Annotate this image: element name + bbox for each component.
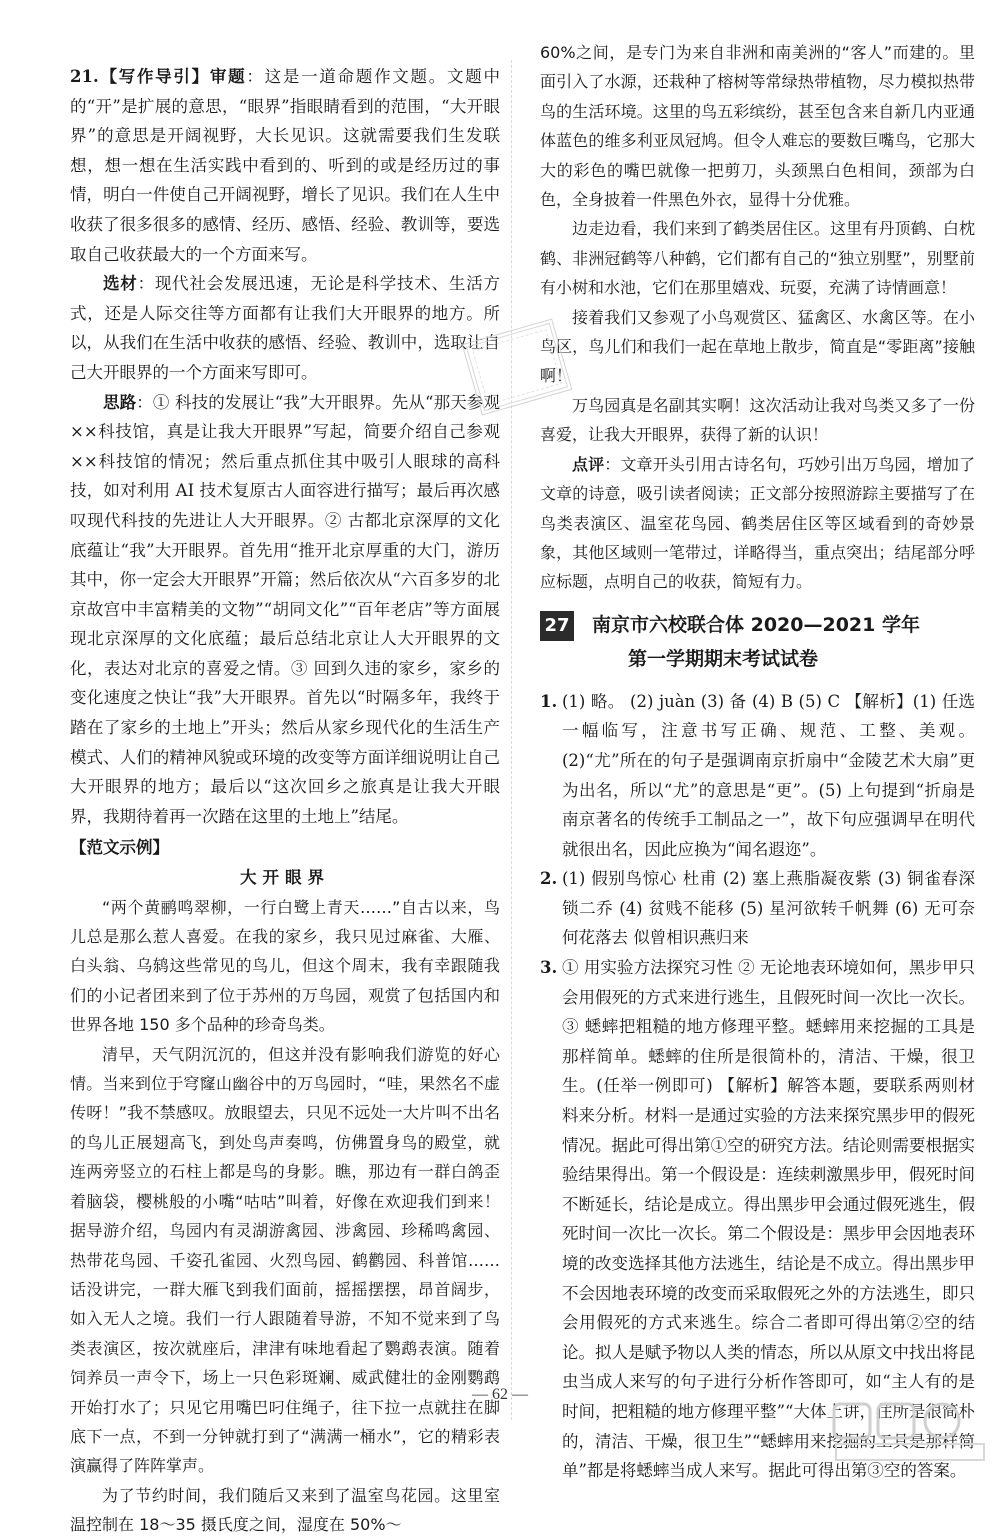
answer-number: 2. <box>540 869 558 889</box>
q21-guidance <box>70 62 500 269</box>
exam-title-line-2: 第一学期期末考试试卷 <box>628 647 819 670</box>
exam-title-line-1: 南京市六校联合体 2020—2021 学年 <box>592 613 920 636</box>
essay-paragraph: “两个黄鹂鸣翠柳，一行白鹭上青天……”自古以来，鸟儿总是那么惹人喜爱。在我的家乡，我只见过麻雀、大雁、白头翁、乌鸫这些常见的鸟儿，但这个周末，我有幸跟随我们的小记者团来到了位于苏州的万鸟园，观赏了包括国内和世界各地 150 多个品种的珍奇鸟类。 <box>70 897 500 1035</box>
right-column <box>540 38 975 1486</box>
guidance-tag: 【写作导引】 <box>98 67 210 86</box>
page-number: — 62 — <box>472 1386 528 1403</box>
essay-paragraph: 万鸟园真是名副其实啊！这次活动让我对鸟类又多了一份喜爱，让我大开眼界，获得了新的认识！ <box>540 395 975 445</box>
answer-item <box>540 687 975 865</box>
essay-paragraph: 为了节约时间，我们随后又来到了温室鸟花园。这里室温控制在 18～35 摄氏度之间，湿度在 50%～ <box>70 1485 500 1535</box>
material-selection <box>70 269 500 387</box>
answer-number: 3. <box>540 958 558 978</box>
answer-text: (1) 假别鸟惊心 杜甫 (2) 塞上燕脂凝夜紫 (3) 铜雀春深锁二乔 (4) 贫贱不能移 (5) 星河欲转千帆舞 (6) 无可奈何花落去 似曾相识燕归来 <box>562 869 975 948</box>
comment-label: 点评 <box>572 454 605 474</box>
watermark-logo-icon <box>830 1400 990 1464</box>
guidance-text: ：这是一道命题作文题。文题中的“开”是扩展的意思，“眼界”指眼睛看到的范围，“大开眼界”的意思是开阔视野，大长见识。这就需要我们生发联想，想一想在生活实践中看到的、听到的或是经历过的事情，明白一件使自己开阔视野，增长了见识。我们在人生中收获了很多很多的感情、经历、感悟、经验、教训等，要选取自己收获最大的一个方面来写。 <box>70 67 501 264</box>
lead-label: 审题 <box>209 67 247 86</box>
site-watermark-logo <box>830 1400 990 1464</box>
sample-essay-tag: 【范文示例】 <box>70 838 169 858</box>
approach-text: ：① 科技的发展让“我”大开眼界。先从“那天参观××科技馆，真是让我大开眼界”写起，简要介绍自己参观××科技馆的情况；然后重点抓住其中吸引人眼球的高科技，如对利用 AI 技术复原古人面容进行描写；最后再次感叹现代科技的先进让人大开眼界。② 古都北京深厚的文化底蕴让“我”大开眼界。首先用“推开北京厚重的大门，游历其中，你一定会大开眼界”开篇；然后依次从“六百多岁的北京故宫中丰富精美的文物”“胡同文化”“百年老店”等方面展现北京深厚的文化底蕴；最后总结北京让人大开眼界的文化，表达对北京的喜爱之情。③ 回到久违的家乡，家乡的变化速度之快让“我”大开眼界。首先以“时隔多年，我终于踏在了家乡的土地上”开头；然后从家乡现代化的生活生产模式、人们的精神风貌或环境的改变等方面详细说明让自己大开眼界的地方；最后以“这次回乡之旅真是让我大开眼界，我期待着再一次踏在这里的土地上”结尾。 <box>70 392 500 826</box>
left-column <box>70 62 500 1540</box>
lead-label: 思路 <box>103 392 137 412</box>
answer-text: ① 用实验方法探究习性 ② 无论地表环境如何，黑步甲只会用假死的方式来进行逃生，且假死时间一次比一次长。③ 蟋蟀把粗糙的地方修理平整。蟋蟀用来挖掘的工具是那样简单。蟋蟀的住所是很简朴的，清洁、干燥，很卫生。(任举一例即可) 【解析】解答本题，要联系两则材料来分析。材料一是通过实验的方法来探究黑步甲的假死情况。据此可得出第①空的研究方法。结论则需要根据实验结果得出。第一个假设是：连续刺激黑步甲，假死时间不断延长，结论是成立。得出黑步甲会通过假死逃生，假死时间一次比一次长。第二个假设是：黑步甲会因地表环境的改变选择其他方法逃生，结论是不成立。得出黑步甲不会因地表环境的改变而采取假死之外的方法逃生，即只会用假死的方式来逃生。综合二者即可得出第②空的结论。拟人是赋予物以人类的情态，所以从原文中找出将昆虫当成人来写的句子进行分析作答即可，如“主人有的是时间，把粗糙的地方修理平整”“大体上讲，住所是很简朴的，清洁、干燥，很卫生”“蟋蟀用来挖掘的工具是那样简单”都是将蟋蟀当成人来写。据此可得出第③空的答案。 <box>562 958 975 1481</box>
lead-label: 选材 <box>103 274 138 294</box>
comment-text: ：文章开头引用古诗名句，巧妙引出万鸟园，增加了文章的诗意，吸引读者阅读；正文部分按照游踪主要描写了在鸟类表演区、温室花鸟园、鹤类居住区等区域看到的奇妙景象，其他区域则一笔带过，详略得当，重点突出；结尾部分呼应标题，点明自己的收获，简短有力。 <box>540 454 975 592</box>
question-number: 21. <box>70 67 99 86</box>
answer-item <box>540 864 975 953</box>
writing-approach <box>70 388 500 832</box>
column-divider <box>511 60 512 1420</box>
essay-paragraph: 接着我们又参观了小鸟观赏区、猛禽区、水禽区等。在小鸟区，鸟儿们和我们一起在草地上散步，简直是“零距离”接触啊！ <box>540 307 975 386</box>
material-text: ：现代社会发展迅速，无论是科学技术、生活方式，还是人际交往等方面都有让我们大开眼界的地方。所以，从我们在生活中收获的感悟、经验、教训中，选取让自己大开眼界的一个方面来写即可。 <box>70 274 501 382</box>
exam-header <box>540 609 975 681</box>
answer-number: 1. <box>540 691 558 711</box>
answer-text: (1) 略。 (2) juàn (3) 备 (4) B (5) C 【解析】(1) 任选一幅临写，注意书写正确、规范、工整、美观。(2)“尤”所在的句子是强调南京折扇中“金陵艺术大扇”更为出名，所以“尤”的意思是“更”。(5) 上句提到“折扇是南京著名的传统手工制品之一”，故下句应强调早在明代就很出名，因此应换为“闻名遐迩”。 <box>562 691 975 859</box>
essay-body-right <box>540 38 975 597</box>
essay-paragraph: 清早，天气阴沉沉的，但这并没有影响我们游览的好心情。当来到位于穹窿山幽谷中的万鸟园时，“哇，果然名不虚传呀！”我不禁感叹。放眼望去，只见不远处一大片叫不出名的鸟儿正展翅高飞，到处鸟声奏鸣，仿佛置身鸟的殿堂，就连两旁竖立的石柱上都是鸟的身影。瞧，那边有一群白鸽歪着脑袋，樱桃般的小嘴“咕咕”叫着，好像在欢迎我们到来！据导游介绍，鸟园内有灵湖游禽园、涉禽园、珍稀鸣禽园、热带花鸟园、千姿孔雀园、火烈鸟园、鹤鹳园、科普馆……话没讲完，一群大雁飞到我们面前，摇摇摆摆，昂首阔步，如入无人之境。我们一行人跟随着导游，不知不觉来到了鸟类表演区，按次就座后，津津有味地看起了鹦鹉表演。随着饲养员一声令下，场上一只色彩斑斓、威武健壮的金刚鹦鹉开始打水了；只见它用嘴巴叼住绳子，往下拉一点就拄在脚底下一点，不到一分钟就打到了“满满一桶水”，它的精彩表演赢得了阵阵掌声。 <box>70 1044 500 1476</box>
exam-number-badge: 27 <box>540 611 574 641</box>
essay-paragraph: 边走边看，我们来到了鹤类居住区。这里有丹顶鹤、白枕鹤、非洲冠鹤等八种鹤，它们都有自己的“独立别墅”，别墅前有小树和水池，它们在那里嬉戏、玩耍，充满了诗情画意！ <box>540 219 975 298</box>
essay-comment <box>540 450 975 597</box>
essay-body-left <box>70 893 500 1540</box>
essay-title: 大开眼界 <box>240 868 330 888</box>
essay-paragraph: 60%之间，是专门为来自非洲和南美洲的“客人”而建的。里面引入了水源，还栽种了榕树等常绿热带植物，尽力模拟热带鸟的生活环境。这里的鸟五彩缤纷，甚至包含来自新几内亚通体蓝色的维多利亚凤冠鸠。但令人难忘的要数巨嘴鸟，它那大大的彩色的嘴巴就像一把剪刀，头颈黑白色相间，颈部为白色，全身披着一件黑色外衣，显得十分优雅。 <box>540 43 975 210</box>
